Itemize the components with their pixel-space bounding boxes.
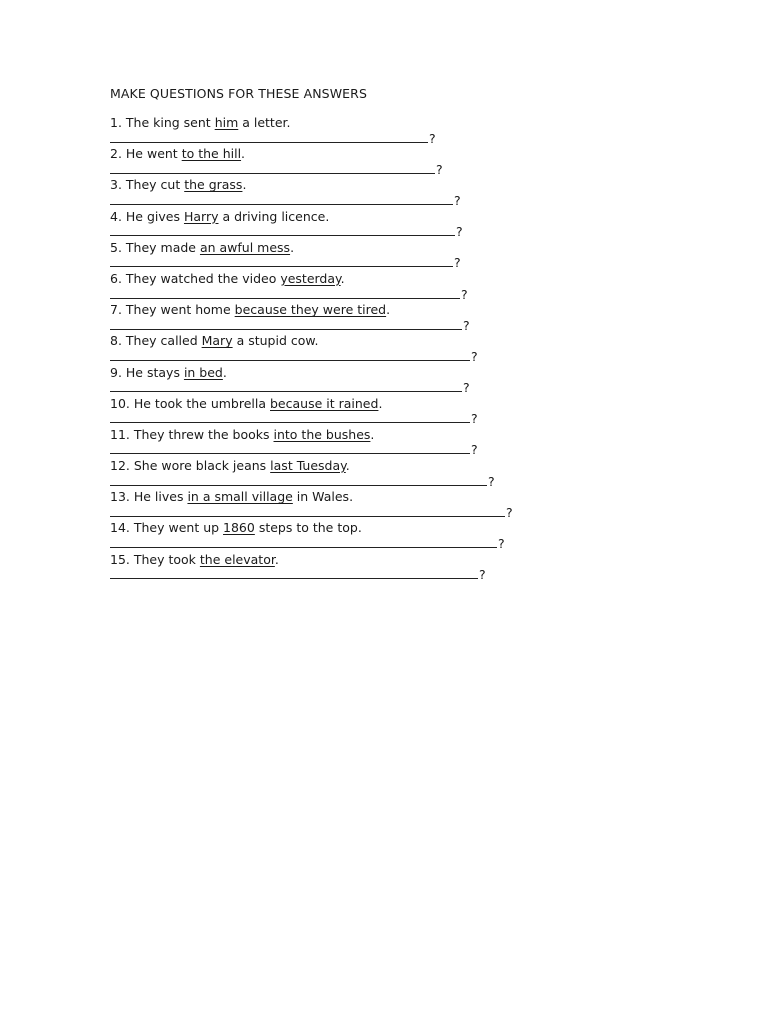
question-answer-line xyxy=(110,380,670,396)
sentence-text-after: a letter. xyxy=(238,115,291,130)
sentence-text-after: . xyxy=(345,458,350,474)
question-item xyxy=(110,427,670,458)
sentence-text-after: . xyxy=(340,270,345,286)
question-answer-line xyxy=(110,287,670,303)
answer-sentence xyxy=(110,458,670,474)
question-mark: ? xyxy=(488,473,495,489)
item-number: 8. xyxy=(110,333,122,349)
question-item xyxy=(110,552,670,583)
answer-sentence xyxy=(110,271,670,287)
sentence-text-after: a stupid cow. xyxy=(232,333,319,349)
underlined-answer: the elevator xyxy=(199,551,275,567)
question-mark: ? xyxy=(454,192,461,208)
question-item xyxy=(110,115,670,146)
item-number: 5. xyxy=(110,239,122,255)
question-answer-line xyxy=(110,536,670,552)
question-answer-line xyxy=(110,193,670,209)
sentence-text-after: . xyxy=(378,395,383,411)
underlined-answer: him xyxy=(214,115,239,130)
sentence-text-after: . xyxy=(241,146,246,162)
blank-line[interactable] xyxy=(110,507,505,517)
question-mark: ? xyxy=(456,224,463,240)
answer-sentence xyxy=(110,552,670,568)
question-item xyxy=(110,365,670,396)
answer-sentence xyxy=(110,209,670,225)
answer-sentence xyxy=(110,427,670,443)
sentence-text-before: He took the umbrella xyxy=(129,395,270,411)
sentence-text-before: They took xyxy=(129,551,200,567)
question-answer-line xyxy=(110,255,670,271)
blank-line[interactable] xyxy=(110,569,478,579)
blank-line[interactable] xyxy=(110,538,497,548)
sentence-text-after: in Wales. xyxy=(292,489,354,505)
underlined-answer: last Tuesday xyxy=(270,458,346,474)
question-mark: ? xyxy=(471,442,478,458)
sentence-text-before: He stays xyxy=(121,364,184,380)
sentence-text-after: . xyxy=(386,302,391,318)
sentence-text-after: . xyxy=(222,364,227,380)
answer-sentence xyxy=(110,333,670,349)
answer-sentence xyxy=(110,146,670,162)
underlined-answer: because they were tired xyxy=(234,302,387,318)
sentence-text-before: They went home xyxy=(121,302,235,318)
item-number: 2. xyxy=(110,146,122,162)
underlined-answer: yesterday xyxy=(280,270,341,286)
item-number: 7. xyxy=(110,302,122,318)
blank-line[interactable] xyxy=(110,413,470,423)
blank-line[interactable] xyxy=(110,351,470,361)
question-answer-line xyxy=(110,567,670,583)
question-item xyxy=(110,240,670,271)
item-number: 4. xyxy=(110,208,122,224)
question-answer-line xyxy=(110,131,670,147)
blank-line[interactable] xyxy=(110,476,487,486)
item-number: 6. xyxy=(110,270,122,286)
underlined-answer: 1860 xyxy=(223,520,255,536)
item-number: 14. xyxy=(110,520,130,536)
blank-line[interactable] xyxy=(110,289,460,299)
question-answer-line xyxy=(110,442,670,458)
answer-sentence xyxy=(110,302,670,318)
sentence-text-after: a driving licence. xyxy=(218,208,330,224)
answer-sentence xyxy=(110,115,670,131)
underlined-answer: to the hill xyxy=(181,146,242,162)
question-item xyxy=(110,520,670,551)
question-answer-line xyxy=(110,505,670,521)
underlined-answer: in a small village xyxy=(187,489,293,505)
sentence-text-after: steps to the top. xyxy=(254,520,362,536)
sentence-text-after: . xyxy=(370,426,375,442)
question-mark: ? xyxy=(461,286,468,302)
question-item xyxy=(110,333,670,364)
sentence-text-after: . xyxy=(290,239,295,255)
answer-sentence xyxy=(110,489,670,505)
item-number: 15. xyxy=(110,551,130,567)
question-mark: ? xyxy=(463,317,470,333)
answer-sentence xyxy=(110,240,670,256)
underlined-answer: Mary xyxy=(201,333,233,349)
question-item xyxy=(110,209,670,240)
question-item xyxy=(110,302,670,333)
underlined-answer: Harry xyxy=(183,208,219,224)
item-number: 3. xyxy=(110,177,122,193)
question-mark: ? xyxy=(454,255,461,271)
sentence-text-before: They called xyxy=(121,333,202,349)
question-mark: ? xyxy=(429,130,436,146)
question-answer-line xyxy=(110,349,670,365)
question-item xyxy=(110,396,670,427)
item-number: 13. xyxy=(110,489,130,505)
sentence-text-before: They went up xyxy=(129,520,224,536)
sentence-text-after: . xyxy=(242,177,247,193)
sentence-text-before: He went xyxy=(121,146,182,162)
question-list xyxy=(110,115,670,583)
sentence-text-before: He gives xyxy=(121,208,184,224)
question-mark: ? xyxy=(506,504,513,520)
blank-line[interactable] xyxy=(110,382,462,392)
underlined-answer: an awful mess xyxy=(199,239,291,255)
sentence-text-before: They made xyxy=(121,239,200,255)
item-number: 9. xyxy=(110,364,122,380)
question-answer-line xyxy=(110,224,670,240)
underlined-answer: into the bushes xyxy=(273,426,371,442)
item-number: 12. xyxy=(110,458,130,474)
blank-line[interactable] xyxy=(110,195,453,205)
question-item xyxy=(110,146,670,177)
underlined-answer: in bed xyxy=(183,364,223,380)
worksheet-content xyxy=(110,86,670,583)
blank-line[interactable] xyxy=(110,133,428,143)
answer-sentence xyxy=(110,396,670,412)
sentence-text-before: She wore black jeans xyxy=(129,458,271,474)
blank-line[interactable] xyxy=(110,257,453,267)
answer-sentence xyxy=(110,177,670,193)
question-answer-line xyxy=(110,411,670,427)
question-item xyxy=(110,271,670,302)
sentence-text-before: They cut xyxy=(121,177,185,193)
question-mark: ? xyxy=(479,567,486,583)
worksheet-title: MAKE QUESTIONS FOR THESE ANSWERS xyxy=(110,86,367,101)
item-number: 11. xyxy=(110,426,130,442)
answer-sentence xyxy=(110,365,670,381)
question-item xyxy=(110,489,670,520)
blank-line[interactable] xyxy=(110,164,435,174)
question-item xyxy=(110,458,670,489)
question-answer-line xyxy=(110,162,670,178)
blank-line[interactable] xyxy=(110,320,462,330)
question-item xyxy=(110,177,670,208)
blank-line[interactable] xyxy=(110,444,470,454)
sentence-text-before: They watched the video xyxy=(121,270,281,286)
question-mark: ? xyxy=(471,411,478,427)
underlined-answer: because it rained xyxy=(270,395,379,411)
sentence-text-before: The king sent xyxy=(121,115,215,130)
answer-sentence xyxy=(110,520,670,536)
underlined-answer: the grass xyxy=(184,177,243,193)
question-answer-line xyxy=(110,318,670,334)
question-mark: ? xyxy=(463,380,470,396)
question-answer-line xyxy=(110,474,670,490)
sentence-text-after: . xyxy=(274,551,279,567)
blank-line[interactable] xyxy=(110,226,455,236)
sentence-text-before: He lives xyxy=(129,489,188,505)
question-mark: ? xyxy=(498,536,505,552)
sentence-text-before: They threw the books xyxy=(129,426,274,442)
question-mark: ? xyxy=(471,348,478,364)
item-number: 10. xyxy=(110,395,130,411)
question-mark: ? xyxy=(436,161,443,177)
item-number: 1. xyxy=(110,115,122,130)
